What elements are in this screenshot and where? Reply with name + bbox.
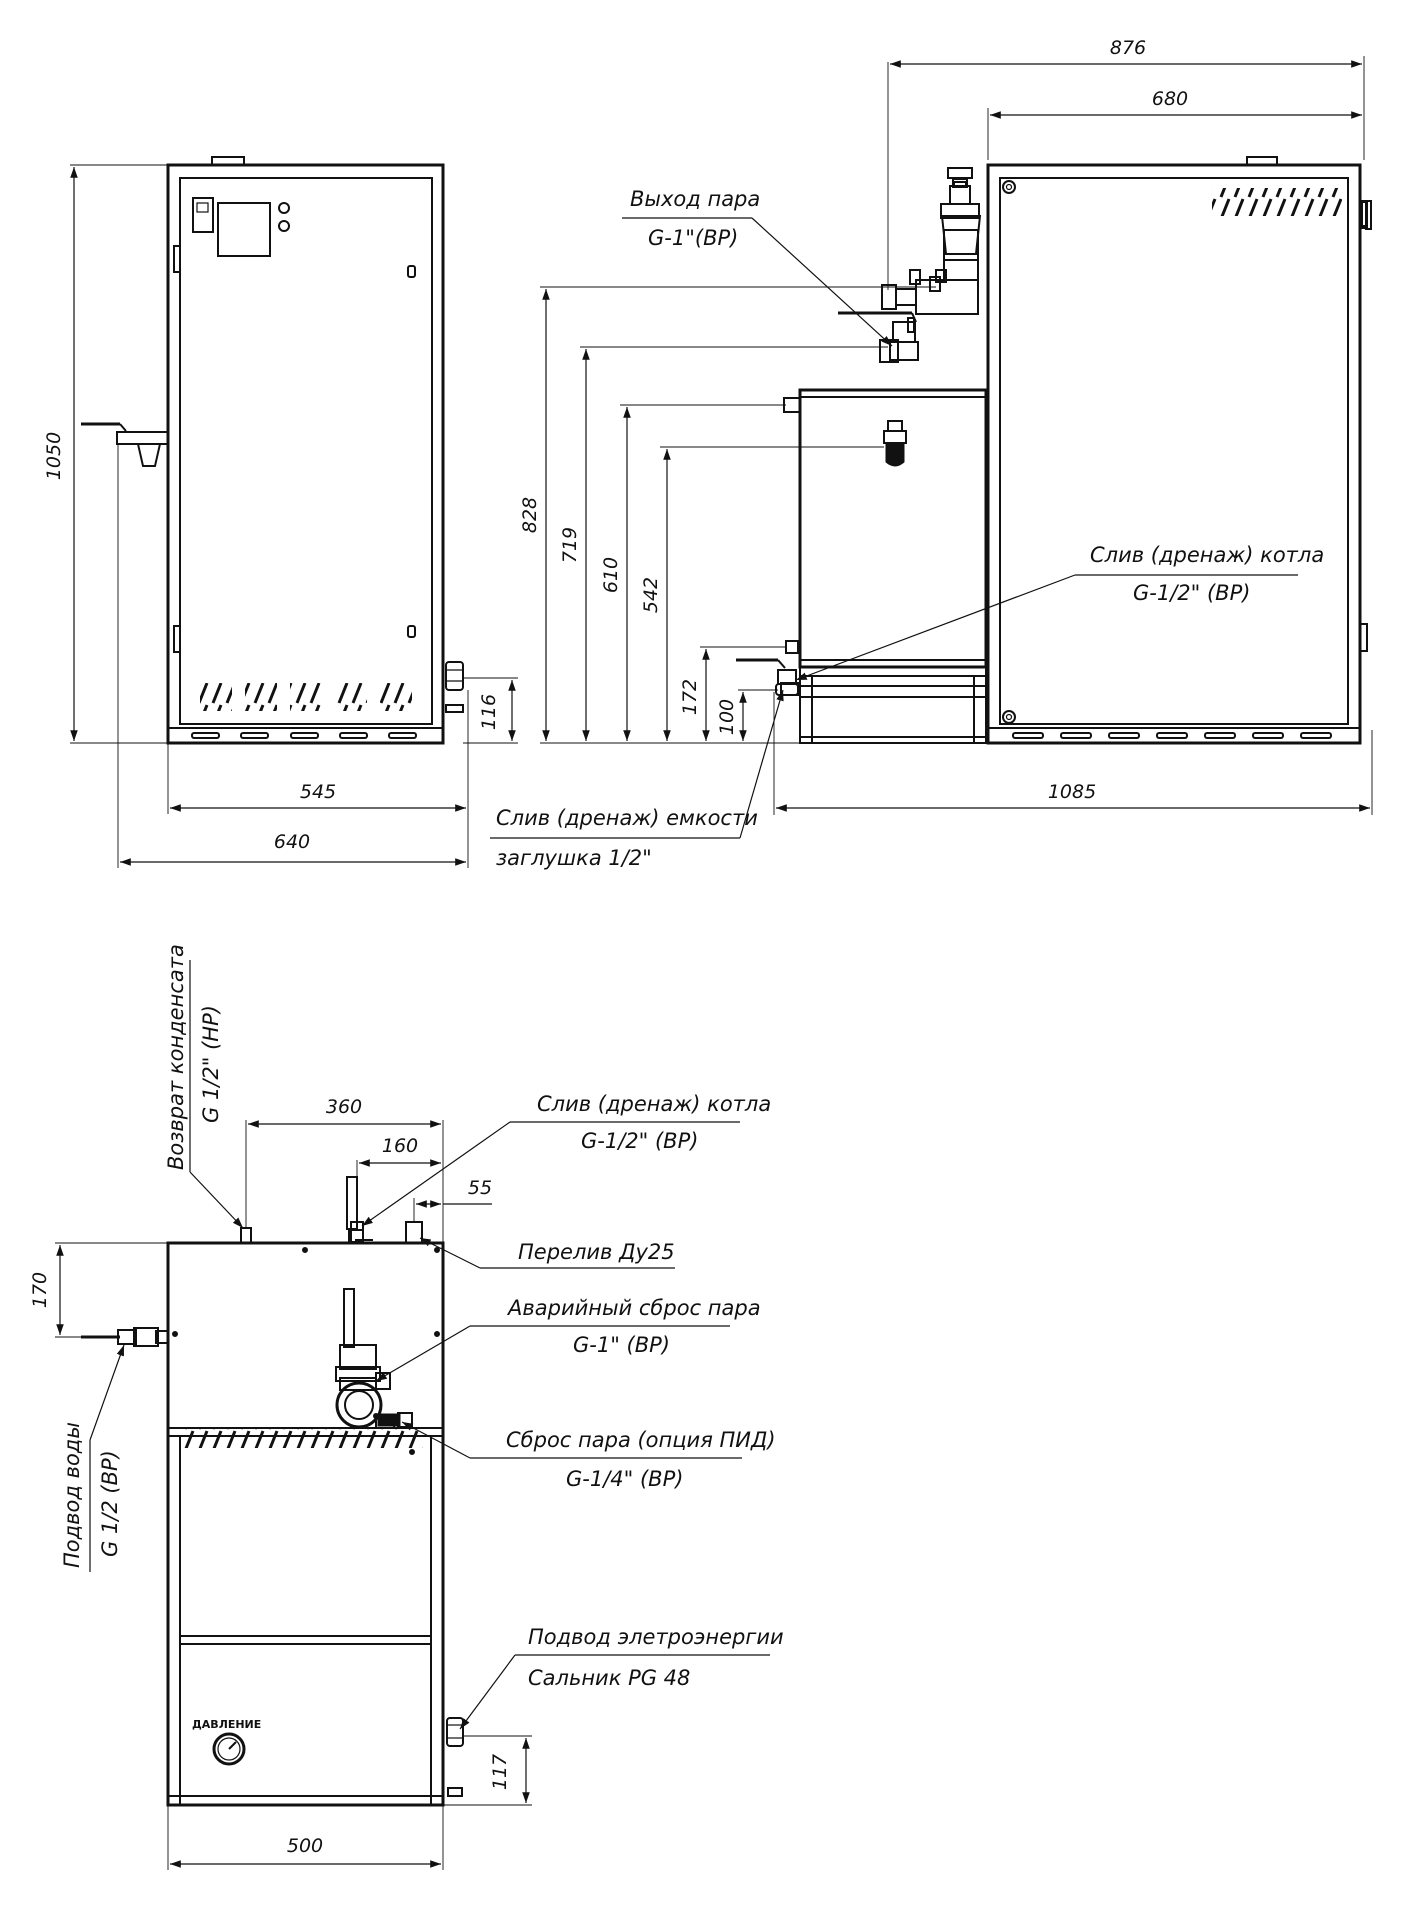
cabinet-louvers [1212, 188, 1342, 216]
door-lock-icon [408, 626, 415, 637]
dim-680: 680 [1151, 88, 1189, 110]
label-emergency-steam: Аварийный сброс пара [508, 1296, 761, 1320]
cable-gland-icon [446, 662, 463, 690]
base-slots [192, 733, 416, 738]
label-steam-relief: Сброс пара (опция ПИД) [506, 1428, 776, 1452]
front-view [81, 157, 463, 743]
label-steam-outlet-thread: G-1"(ВР) [648, 226, 739, 250]
power-gland-icon [447, 1718, 463, 1796]
dim-610: 610 [600, 556, 622, 594]
dim-500: 500 [286, 1835, 324, 1857]
door-lock-icon [408, 266, 415, 277]
dim-719: 719 [559, 526, 581, 564]
label-tank-drain-plug: заглушка 1/2" [496, 846, 652, 870]
label-power-supply: Подвод элетроэнергии [528, 1625, 784, 1649]
label-overflow: Перелив Ду25 [518, 1240, 675, 1264]
dim-170: 170 [29, 1271, 51, 1309]
dim-117: 117 [489, 1753, 511, 1791]
controller-display [218, 203, 270, 256]
pressure-plate-label: ДАВЛЕНИЕ [192, 1718, 262, 1731]
side-drain-valve-icon [736, 641, 799, 695]
dim-828: 828 [519, 496, 541, 534]
label-steam-relief-thread: G-1/4" (ВР) [566, 1467, 684, 1491]
top-louvers [183, 1428, 423, 1448]
label-boiler-drain-side-thread: G-1/2" (ВР) [1133, 581, 1251, 605]
dim-172: 172 [679, 678, 701, 716]
dim-876: 876 [1109, 37, 1147, 59]
dim-160: 160 [381, 1135, 419, 1157]
emergency-valve-icon [336, 1289, 394, 1428]
dim-116: 116 [478, 693, 500, 731]
water-inlet-valve-icon [81, 424, 168, 466]
label-tank-drain: Слив (дренаж) емкости [496, 806, 758, 830]
label-power-gland: Сальник PG 48 [528, 1666, 691, 1690]
top-view [81, 1177, 463, 1805]
dim-360: 360 [325, 1096, 363, 1118]
label-condensate-thread: G 1/2" (НР) [199, 1005, 223, 1123]
top-water-inlet-icon [81, 1328, 168, 1346]
label-boiler-drain-side: Слив (дренаж) котла [1090, 543, 1325, 567]
label-boiler-drain-top: Слив (дренаж) котла [537, 1092, 772, 1116]
condensate-return-fitting [241, 1228, 251, 1243]
indicator-lamp-icon [279, 203, 289, 213]
cabinet-base-slots [1013, 733, 1331, 738]
dim-100: 100 [716, 698, 738, 736]
ventilation-louvers [200, 683, 412, 711]
label-boiler-drain-top-thread: G-1/2" (ВР) [581, 1129, 699, 1153]
dim-1085: 1085 [1047, 781, 1097, 803]
dim-640: 640 [273, 831, 311, 853]
dim-545: 545 [299, 781, 337, 803]
label-condensate-return: Возврат конденсата [164, 944, 188, 1170]
side-view [736, 157, 1371, 743]
dim-1050: 1050 [43, 431, 65, 481]
label-water-inlet: Подвод воды [60, 1422, 84, 1568]
overflow-fitting [406, 1222, 422, 1243]
label-water-inlet-thread: G 1/2 (ВР) [98, 1450, 122, 1557]
label-emergency-thread: G-1" (ВР) [573, 1333, 671, 1357]
dim-55: 55 [467, 1177, 493, 1199]
steam-outlet-assembly [838, 168, 980, 362]
side-dimensions [519, 37, 1372, 815]
front-dimensions [43, 165, 518, 868]
dim-542: 542 [640, 576, 662, 614]
indicator-lamp-icon [279, 221, 289, 231]
label-steam-outlet: Выход пара [630, 187, 761, 211]
